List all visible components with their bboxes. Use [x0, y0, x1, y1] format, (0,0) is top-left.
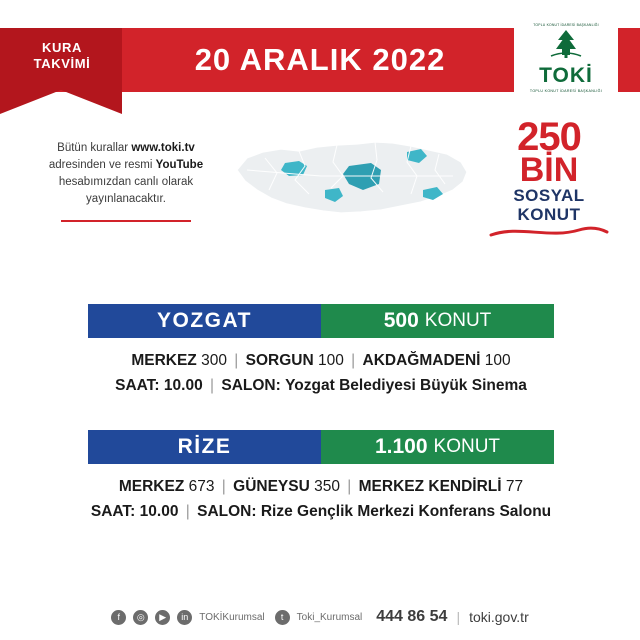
- rules-text: [36, 140, 216, 208]
- housing-count: [321, 430, 554, 464]
- housing-count-unit: KONUT: [424, 310, 492, 331]
- toki-logo-sub-text: TOPLU KONUT İDARESİ BAŞKANLIĞI: [529, 89, 603, 93]
- facebook-icon[interactable]: f: [111, 610, 126, 625]
- district-2-value: 100: [484, 352, 511, 369]
- toki-logo-wordmark: TOKİ: [539, 64, 593, 87]
- draw-block-rize: [88, 430, 554, 524]
- header: [0, 14, 640, 92]
- district-0-value: 673: [188, 478, 215, 495]
- time-hall-line: [88, 499, 554, 524]
- housing-count-number: 500: [383, 309, 419, 332]
- rules-youtube: YouTube: [155, 159, 204, 171]
- district-2-name: AKDAĞMADENİ: [362, 352, 481, 369]
- social-handle-main: TOKİKurumsal: [199, 611, 265, 623]
- rules-info-block: [36, 140, 216, 222]
- slogan-konut: KONUT: [517, 205, 581, 224]
- slogan-sosyal: SOSYAL: [513, 186, 585, 205]
- rules-underline: [61, 220, 191, 222]
- city-name: RİZE: [88, 430, 321, 464]
- slogan-bin: BİN: [519, 151, 579, 189]
- hall-value: Yozgat Belediyesi Büyük Sinema: [285, 377, 527, 394]
- phone-number: 444 86 54: [376, 608, 448, 625]
- rules-line4: yayınlanacaktır.: [86, 193, 166, 205]
- hall-label: SALON:: [197, 503, 257, 520]
- ribbon-line-2: TAKVİMİ: [33, 56, 91, 71]
- social-handle-twitter: Toki_Kurumsal: [296, 611, 363, 623]
- website-url[interactable]: toki.gov.tr: [469, 609, 529, 625]
- housing-count: [321, 304, 554, 338]
- slogan-number: 250: [517, 115, 581, 159]
- tree-icon: [548, 29, 584, 59]
- toki-logo: [514, 18, 618, 102]
- draw-block-yozgat: [88, 304, 554, 398]
- district-0-name: MERKEZ: [118, 478, 185, 495]
- district-0-name: MERKEZ: [131, 352, 197, 369]
- district-0-value: 300: [201, 352, 227, 369]
- instagram-icon[interactable]: ◎: [133, 610, 148, 625]
- linkedin-icon[interactable]: in: [177, 610, 192, 625]
- swoosh-icon: [489, 225, 609, 239]
- housing-count-unit: KONUT: [433, 436, 501, 457]
- city-name: YOZGAT: [88, 304, 321, 338]
- separator: |: [221, 478, 226, 495]
- footer-divider: |: [456, 609, 461, 625]
- separator: |: [347, 478, 352, 495]
- time-hall-line: [88, 373, 554, 398]
- ribbon-line-1: KURA: [42, 40, 82, 55]
- district-1-name: GÜNEYSU: [233, 478, 310, 495]
- time-value: 10.00: [139, 503, 179, 520]
- hall-label: SALON:: [221, 377, 281, 394]
- rules-line3: hesabımızdan canlı olarak: [58, 176, 194, 188]
- district-1-value: 350: [314, 478, 340, 495]
- district-line: [88, 474, 554, 499]
- youtube-icon[interactable]: ▶: [155, 610, 170, 625]
- time-label: SAAT:: [90, 503, 136, 520]
- toki-logo-top-text: TOPLU KONUT İDARESİ BAŞKANLIĞI: [533, 23, 599, 27]
- separator: |: [210, 377, 215, 394]
- district-1-name: SORGUN: [245, 352, 314, 369]
- turkey-map: [225, 118, 475, 243]
- separator: |: [234, 352, 239, 369]
- time-label: SAAT:: [115, 377, 160, 394]
- hall-value: Rize Gençlik Merkezi Konferans Salonu: [260, 503, 552, 520]
- rules-site: www.toki.tv: [131, 142, 195, 154]
- time-value: 10.00: [163, 377, 203, 394]
- district-2-name: MERKEZ KENDİRLİ: [358, 478, 502, 495]
- footer: [0, 608, 640, 626]
- rules-line1-a: Bütün kurallar: [57, 142, 132, 154]
- city-bar: [88, 430, 554, 464]
- city-bar: [88, 304, 554, 338]
- district-1-value: 100: [317, 352, 344, 369]
- housing-count-number: 1.100: [374, 435, 428, 458]
- district-line: [88, 348, 554, 373]
- separator: |: [185, 503, 190, 520]
- twitter-icon[interactable]: t: [275, 610, 290, 625]
- page-title: 20 ARALIK 2022: [194, 42, 446, 77]
- campaign-slogan: [484, 115, 614, 244]
- ribbon-label: [10, 40, 114, 72]
- rules-line2-a: adresinden ve resmi: [48, 159, 156, 171]
- separator: |: [351, 352, 356, 369]
- district-2-value: 77: [505, 478, 524, 495]
